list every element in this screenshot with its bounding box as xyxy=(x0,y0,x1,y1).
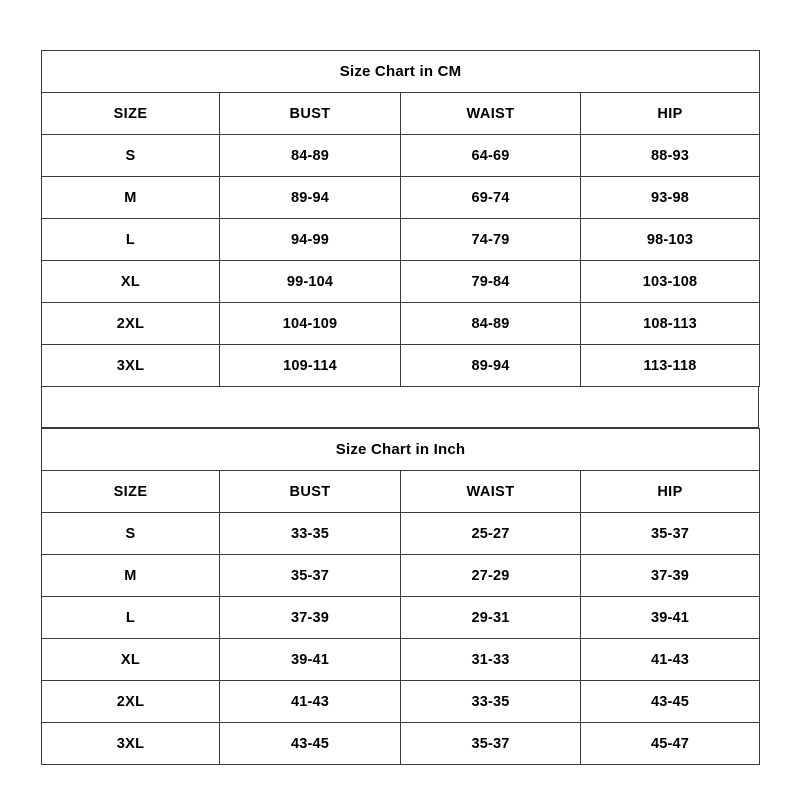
cm-row-bust: 104-109 xyxy=(220,303,401,345)
inch-row-size: M xyxy=(42,555,220,597)
table-row xyxy=(42,135,760,177)
inch-row-bust: 37-39 xyxy=(220,597,401,639)
inch-row-hip: 45-47 xyxy=(581,723,760,765)
inch-row-waist: 27-29 xyxy=(401,555,581,597)
inch-row-waist: 35-37 xyxy=(401,723,581,765)
cm-row-hip: 108-113 xyxy=(581,303,760,345)
table-row xyxy=(42,303,760,345)
table-title-row xyxy=(42,429,760,471)
inch-column-header-hip: HIP xyxy=(581,471,760,513)
inch-row-bust: 33-35 xyxy=(220,513,401,555)
cm-row-size: 3XL xyxy=(42,345,220,387)
inch-row-hip: 43-45 xyxy=(581,681,760,723)
cm-table-title: Size Chart in CM xyxy=(42,51,760,93)
cm-row-bust: 94-99 xyxy=(220,219,401,261)
inch-row-bust: 41-43 xyxy=(220,681,401,723)
table-header-row xyxy=(42,471,760,513)
cm-column-header-hip: HIP xyxy=(581,93,760,135)
cm-row-bust: 84-89 xyxy=(220,135,401,177)
cm-row-hip: 113-118 xyxy=(581,345,760,387)
inch-row-bust: 43-45 xyxy=(220,723,401,765)
inch-row-bust: 35-37 xyxy=(220,555,401,597)
cm-row-bust: 89-94 xyxy=(220,177,401,219)
inch-table-title: Size Chart in Inch xyxy=(42,429,760,471)
size-chart-cm-table xyxy=(41,50,760,387)
cm-column-header-waist: WAIST xyxy=(401,93,581,135)
table-row xyxy=(42,177,760,219)
inch-column-header-size: SIZE xyxy=(42,471,220,513)
cm-row-size: XL xyxy=(42,261,220,303)
table-row xyxy=(42,219,760,261)
inch-row-waist: 25-27 xyxy=(401,513,581,555)
cm-row-bust: 99-104 xyxy=(220,261,401,303)
cm-row-size: S xyxy=(42,135,220,177)
inch-row-size: S xyxy=(42,513,220,555)
cm-row-waist: 69-74 xyxy=(401,177,581,219)
size-chart-inch-table xyxy=(41,428,760,765)
table-row xyxy=(42,345,760,387)
table-spacer-band xyxy=(41,387,759,428)
table-row xyxy=(42,639,760,681)
inch-row-hip: 39-41 xyxy=(581,597,760,639)
inch-row-waist: 29-31 xyxy=(401,597,581,639)
table-row xyxy=(42,723,760,765)
inch-row-hip: 35-37 xyxy=(581,513,760,555)
cm-column-header-bust: BUST xyxy=(220,93,401,135)
inch-row-hip: 41-43 xyxy=(581,639,760,681)
inch-row-size: 2XL xyxy=(42,681,220,723)
inch-row-waist: 31-33 xyxy=(401,639,581,681)
inch-row-size: L xyxy=(42,597,220,639)
cm-column-header-size: SIZE xyxy=(42,93,220,135)
table-title-row xyxy=(42,51,760,93)
cm-row-hip: 98-103 xyxy=(581,219,760,261)
spacer-cell xyxy=(42,387,759,428)
inch-row-size: 3XL xyxy=(42,723,220,765)
inch-column-header-bust: BUST xyxy=(220,471,401,513)
table-row xyxy=(42,261,760,303)
table-row xyxy=(42,513,760,555)
cm-row-hip: 103-108 xyxy=(581,261,760,303)
table-header-row xyxy=(42,93,760,135)
cm-row-waist: 64-69 xyxy=(401,135,581,177)
cm-row-size: M xyxy=(42,177,220,219)
inch-column-header-waist: WAIST xyxy=(401,471,581,513)
cm-row-bust: 109-114 xyxy=(220,345,401,387)
inch-row-hip: 37-39 xyxy=(581,555,760,597)
cm-row-size: L xyxy=(42,219,220,261)
table-row xyxy=(42,681,760,723)
cm-row-waist: 84-89 xyxy=(401,303,581,345)
cm-row-waist: 89-94 xyxy=(401,345,581,387)
inch-row-waist: 33-35 xyxy=(401,681,581,723)
cm-row-size: 2XL xyxy=(42,303,220,345)
size-chart-stack xyxy=(41,50,759,765)
inch-row-bust: 39-41 xyxy=(220,639,401,681)
table-row xyxy=(42,555,760,597)
cm-row-waist: 74-79 xyxy=(401,219,581,261)
inch-row-size: XL xyxy=(42,639,220,681)
cm-row-hip: 93-98 xyxy=(581,177,760,219)
cm-row-hip: 88-93 xyxy=(581,135,760,177)
cm-row-waist: 79-84 xyxy=(401,261,581,303)
table-row xyxy=(42,597,760,639)
spacer-row xyxy=(42,387,759,428)
